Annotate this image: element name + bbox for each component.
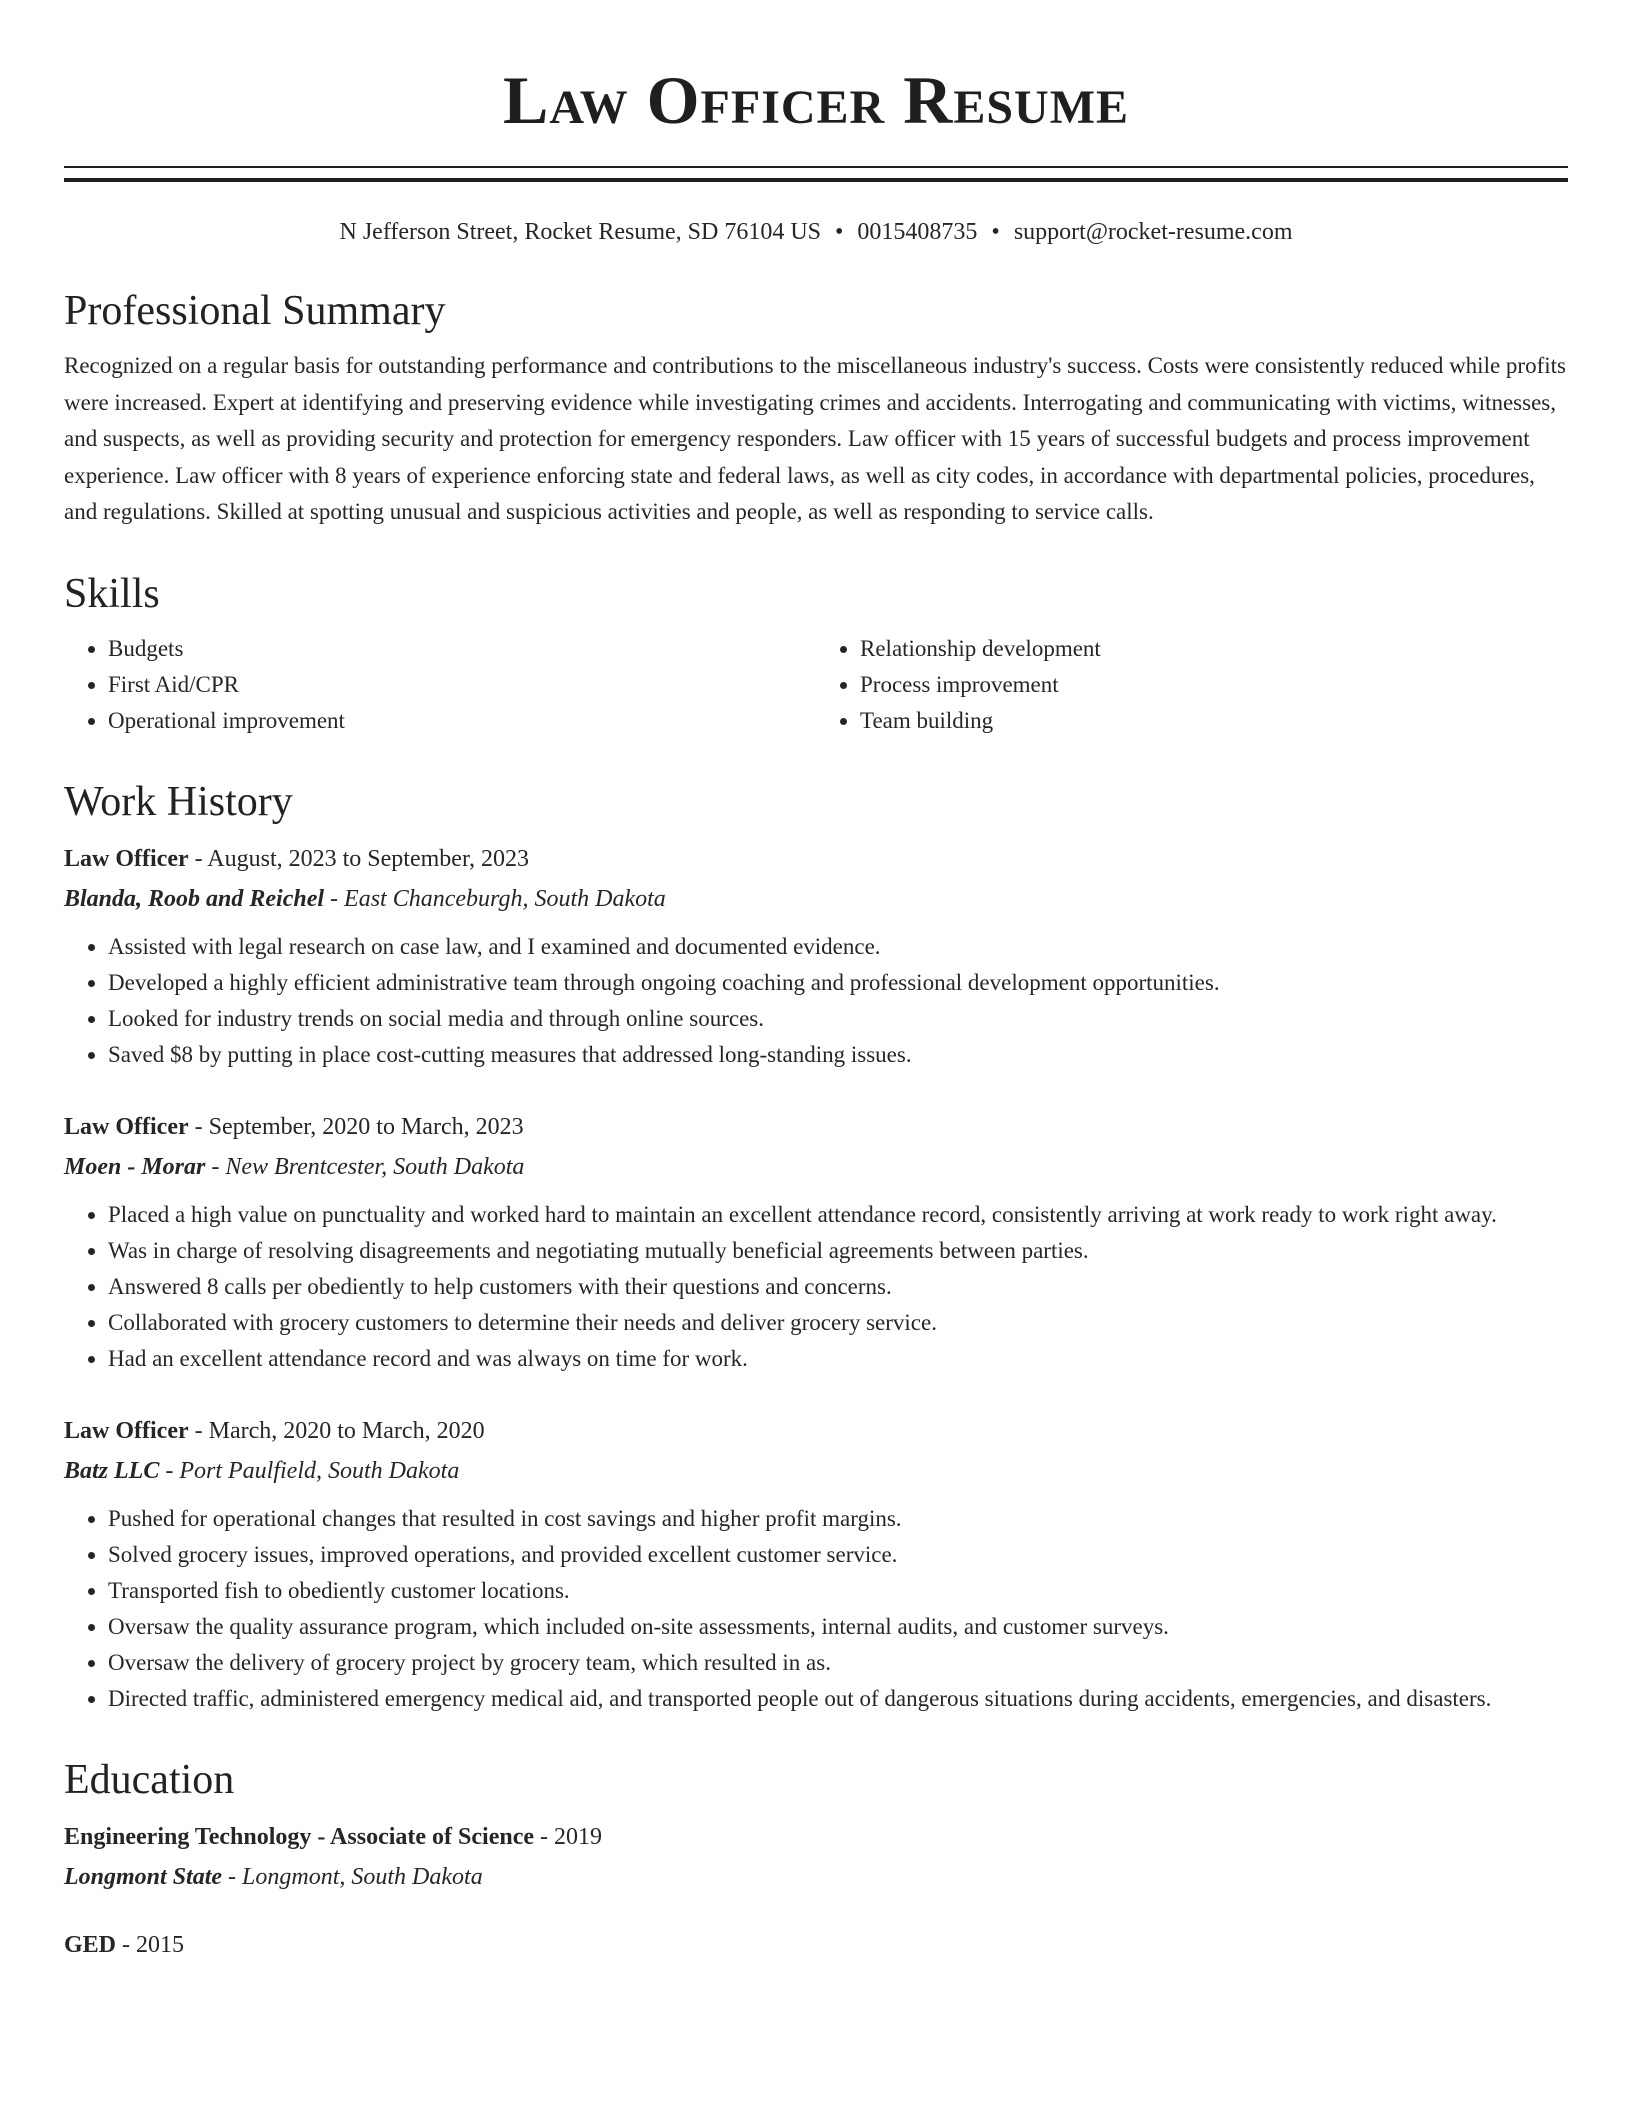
job-bullets xyxy=(64,1197,1568,1377)
job-header: Law Officer - August, 2023 to September, 2023 xyxy=(64,845,529,872)
resume-title: Law Officer Resume xyxy=(502,62,1130,138)
job-company-line: Moen - Morar - New Brentcester, South Dakota xyxy=(64,1153,525,1180)
job-company-line: Batz LLC - Port Paulfield, South Dakota xyxy=(64,1457,460,1484)
education-header: GED - 2015 xyxy=(64,1931,185,1958)
job-bullet: • Oversaw the quality assurance program, which included on-site assessments, internal audits, and customer surveys. xyxy=(108,1609,1568,1645)
education-school-line: Longmont State - Longmont, South Dakota xyxy=(64,1863,483,1890)
contact-separator: • xyxy=(991,219,1000,245)
job-bullet: • Answered 8 calls per obediently to help customers with their questions and concerns. xyxy=(108,1269,1568,1305)
job-dates: September, 2020 to March, 2023 xyxy=(208,1113,524,1140)
job-bullet: • Developed a highly efficient administrative team through ongoing coaching and professional development opportunities. xyxy=(108,965,1568,1001)
job-dates: August, 2023 to September, 2023 xyxy=(207,845,529,872)
job-company: Blanda, Roob and Reichel xyxy=(64,885,325,912)
contact-line xyxy=(64,216,1568,248)
job-bullet: • Directed traffic, administered emergency medical aid, and transported people out of dangerous situations during accidents, emergencies, and disasters. xyxy=(108,1681,1568,1717)
job-bullet: • Assisted with legal research on case law, and I examined and documented evidence. xyxy=(108,929,1568,965)
job-bullet: • Pushed for operational changes that resulted in cost savings and higher profit margins. xyxy=(108,1501,1568,1537)
skill-item: • First Aid/CPR xyxy=(108,667,816,703)
skills-column-right xyxy=(816,631,1568,739)
skill-item: • Operational improvement xyxy=(108,703,816,739)
job-bullets xyxy=(64,1501,1568,1717)
education-entry xyxy=(64,1817,1568,1897)
education-degree: GED xyxy=(64,1931,117,1958)
job-bullet: • Solved grocery issues, improved operations, and provided excellent customer service. xyxy=(108,1537,1568,1573)
contact-phone: 0015408735 xyxy=(857,219,978,245)
education-year: 2019 xyxy=(554,1823,602,1850)
skills-list xyxy=(64,631,1568,739)
education-year: 2015 xyxy=(136,1931,185,1958)
job-bullet: • Collaborated with grocery customers to determine their needs and deliver grocery service. xyxy=(108,1305,1568,1341)
skill-item: • Team building xyxy=(860,703,1568,739)
education-entry xyxy=(64,1925,1568,1965)
job-bullet: • Transported fish to obediently customer locations. xyxy=(108,1573,1568,1609)
job-title: Law Officer xyxy=(64,845,189,872)
job-bullet: • Had an excellent attendance record and was always on time for work. xyxy=(108,1341,1568,1377)
job-entry xyxy=(64,839,1568,1073)
job-company-line: Blanda, Roob and Reichel - East Chanceburgh, South Dakota xyxy=(64,885,666,912)
job-bullet: • Looked for industry trends on social media and through online sources. xyxy=(108,1001,1568,1037)
education-heading: Education xyxy=(64,1756,235,1803)
education-location: Longmont, South Dakota xyxy=(242,1863,483,1890)
job-bullets xyxy=(64,929,1568,1073)
summary-text: Recognized on a regular basis for outstanding performance and contributions to the miscellaneous industry's success. Costs were consistently reduced while profits were increased. Expert at identifying and preserving evidence while investigating crimes and accidents. Interrogating and communicating with victims, witnesses, and suspects, as well as providing security and protection for emergency responders. Law officer with 15 years of successful budgets and process improvement experience. Law officer with 8 years of experience enforcing state and federal laws, as well as city codes, in accordance with departmental policies, procedures, and regulations. Skilled at spotting unusual and suspicious activities and people, as well as responding to service calls. xyxy=(64,353,1566,524)
skill-item: • Process improvement xyxy=(860,667,1568,703)
job-bullet: • Placed a high value on punctuality and worked hard to maintain an excellent attendance record, consistently arriving at work ready to work right away. xyxy=(108,1197,1568,1233)
job-bullet: • Oversaw the delivery of grocery project by grocery team, which resulted in as. xyxy=(108,1645,1568,1681)
education-degree: Engineering Technology - Associate of Science xyxy=(64,1823,534,1850)
title-divider xyxy=(64,166,1568,182)
skill-item: • Budgets xyxy=(108,631,816,667)
job-company: Moen - Morar xyxy=(64,1153,206,1180)
job-entry xyxy=(64,1107,1568,1377)
job-location: East Chanceburgh, South Dakota xyxy=(344,885,666,912)
contact-email: support@rocket-resume.com xyxy=(1013,219,1293,245)
job-title: Law Officer xyxy=(64,1113,189,1140)
skills-heading: Skills xyxy=(64,570,160,617)
job-header: Law Officer - September, 2020 to March, 2023 xyxy=(64,1113,524,1140)
education-school: Longmont State xyxy=(64,1863,223,1890)
job-entry xyxy=(64,1411,1568,1717)
job-bullet: • Was in charge of resolving disagreements and negotiating mutually beneficial agreements between parties. xyxy=(108,1233,1568,1269)
job-header: Law Officer - March, 2020 to March, 2020 xyxy=(64,1417,485,1444)
skills-column-left xyxy=(64,631,816,739)
summary-heading: Professional Summary xyxy=(64,288,446,334)
job-company: Batz LLC xyxy=(64,1457,160,1484)
job-bullet: • Saved $8 by putting in place cost-cutting measures that addressed long-standing issues. xyxy=(108,1037,1568,1073)
skill-item: • Relationship development xyxy=(860,631,1568,667)
job-location: New Brentcester, South Dakota xyxy=(225,1153,525,1180)
work-history-heading: Work History xyxy=(64,778,293,825)
contact-separator: • xyxy=(835,219,844,245)
education-header: Engineering Technology - Associate of Science - 2019 xyxy=(64,1823,602,1850)
job-location: Port Paulfield, South Dakota xyxy=(179,1457,460,1484)
contact-address: N Jefferson Street, Rocket Resume, SD 76104 US xyxy=(339,219,821,245)
job-dates: March, 2020 to March, 2020 xyxy=(208,1417,485,1444)
job-title: Law Officer xyxy=(64,1417,189,1444)
